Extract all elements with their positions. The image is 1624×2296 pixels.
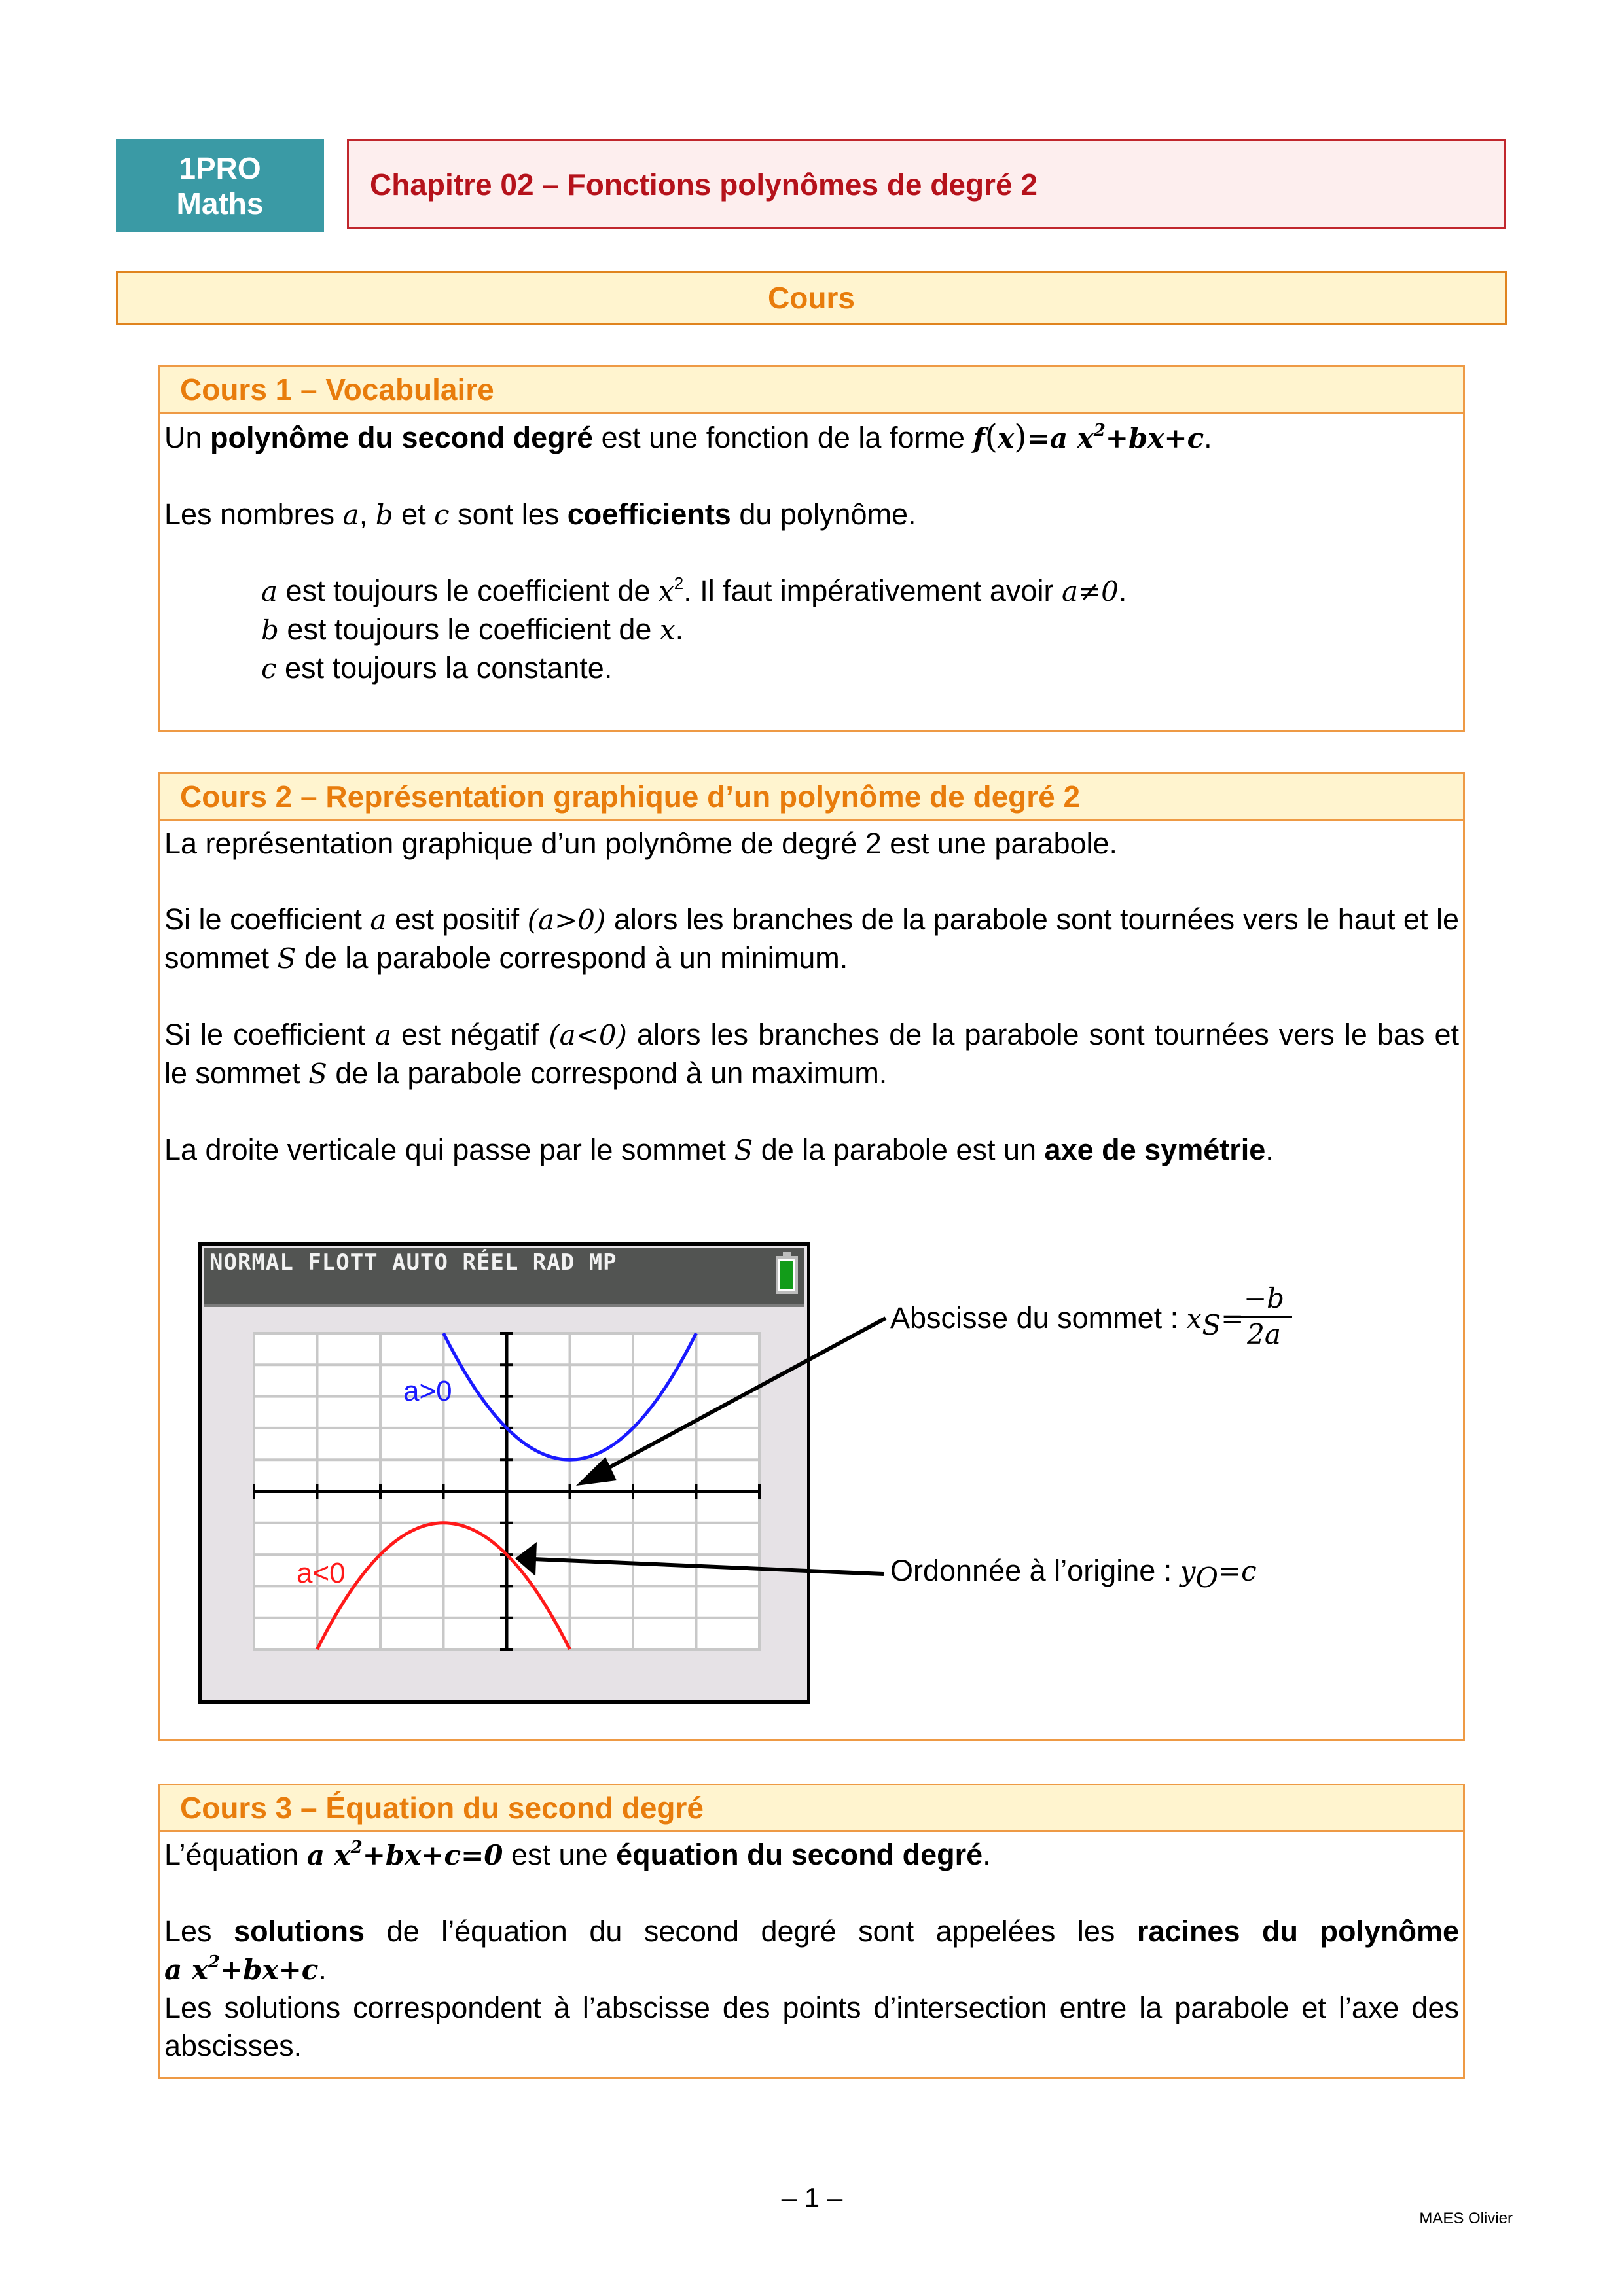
formula-fx: f(x)=a $x^2+bx+c$ bbox=[973, 418, 1204, 456]
cours2-heading: Cours 2 – Représentation graphique d’un polynôme de degré 2 bbox=[160, 774, 1463, 821]
calculator-mode-status: NORMAL FLOTT AUTO RÉEL RAD MP bbox=[209, 1249, 617, 1276]
cours3-heading: Cours 3 – Équation du second degré bbox=[160, 1785, 1463, 1832]
vertex-fraction: −b 2a bbox=[1236, 1282, 1292, 1352]
cours1-coefficients: Les nombres a, b et c sont les coefficients du polynôme. bbox=[164, 497, 916, 531]
cours3-p1: L’équation a $x^2+bx+c=0$ est une équation du second degré. bbox=[164, 1838, 991, 1871]
cours1-item-b: b est toujours le coefficient de x. bbox=[261, 613, 684, 646]
cours3-box bbox=[158, 1784, 1465, 2079]
cours3-p2-formula: a $x^2+bx+c$. bbox=[164, 1952, 327, 1986]
cours1-item-c: c est toujours la constante. bbox=[261, 651, 613, 685]
class-tag-level: 1PRO bbox=[179, 151, 261, 185]
cours1-definition: Un polynôme du second degré est une fonction de la forme f(x)=a $x^2+bx+c$. bbox=[164, 418, 1212, 456]
cours2-p2: Si le coefficient a est positif (a>0) alors les branches de la parabole sont tournées vers le haut et le sommet S de la parabole correspond à un minimum. bbox=[164, 903, 1459, 975]
cours1-heading: Cours 1 – Vocabulaire bbox=[160, 367, 1463, 414]
label-a-positive: a>0 bbox=[403, 1375, 452, 1407]
cours2-p1: La représentation graphique d’un polynôme de degré 2 est une parabole. bbox=[164, 827, 1118, 860]
chapter-title: Chapitre 02 – Fonctions polynômes de degré 2 bbox=[370, 167, 1038, 202]
class-tag-subject: Maths bbox=[176, 187, 264, 221]
label-a-negative: a<0 bbox=[297, 1557, 346, 1589]
formula-equation: a $x^2+bx+c=0$ bbox=[306, 1838, 503, 1871]
section-bar-label: Cours bbox=[768, 281, 855, 315]
cours3-p3: Les solutions correspondent à l’abscisse des points d’intersection entre la parabole et l’axe des abscisses. bbox=[164, 1991, 1459, 2062]
page-number: – 1 – bbox=[781, 2182, 843, 2213]
author: MAES Olivier bbox=[1419, 2210, 1513, 2227]
cours1-item-a: a est toujours le coefficient de $x^2$. Il faut impérativement avoir a≠0. bbox=[261, 573, 1127, 607]
cours3-p2: Les solutions de l’équation du second degré sont appelées les racines du polynôme bbox=[164, 1914, 1459, 1948]
annotation-vertex: Abscisse du sommet : $x_S=$ bbox=[890, 1301, 1244, 1341]
cours2-p4: La droite verticale qui passe par le sommet S de la parabole est un axe de symétrie. bbox=[164, 1133, 1274, 1166]
cours2-p3: Si le coefficient a est négatif (a<0) alors les branches de la parabole sont tournées vers le bas et le sommet S de la parabole correspond à un maximum. bbox=[164, 1018, 1459, 1090]
annotation-intercept: Ordonnée à l’origine : $y_O=c$ bbox=[890, 1554, 1257, 1594]
